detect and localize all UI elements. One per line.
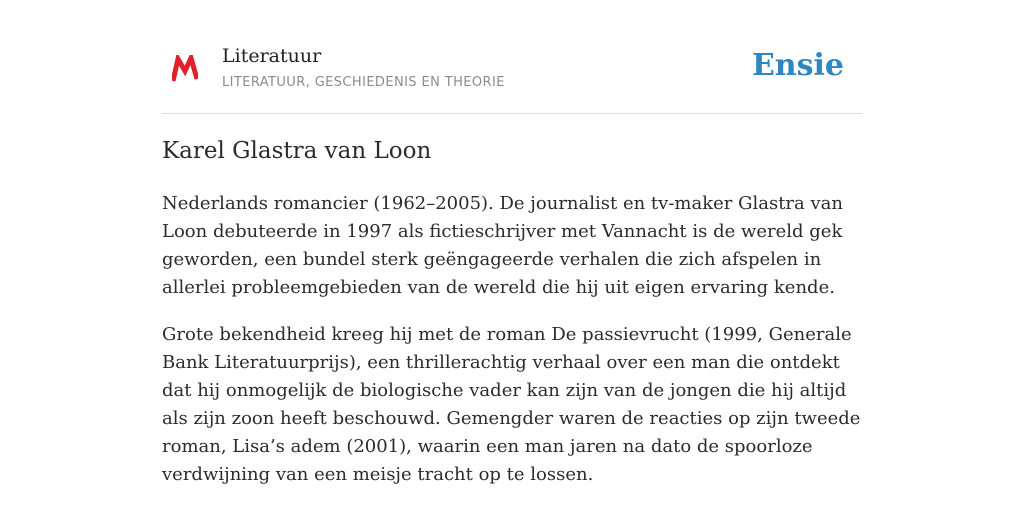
page-container <box>162 0 862 485</box>
m-logo-icon[interactable] <box>172 55 198 85</box>
article-paragraph-1: Nederlands romancier (1962–2005). De journalist en tv-maker Glastra van Loon debuteerde in 1997 als fictieschrijver met Vannacht is de wereld gek geworden, een bundel sterk geëngageerde verhalen die zich afspelen in allerlei probleemgebieden van de wereld die hij uit eigen ervaring kende. <box>162 193 843 298</box>
brand-logo[interactable]: Ensie <box>751 48 844 83</box>
article-title: Karel Glastra van Loon <box>162 138 432 164</box>
header <box>162 0 862 114</box>
category-title[interactable]: Literatuur <box>222 45 322 67</box>
category-subtitle: LITERATUUR, GESCHIEDENIS EN THEORIE <box>222 75 505 90</box>
article-paragraph-2: Grote bekendheid kreeg hij met de roman De passievrucht (1999, Generale Bank Literatuurprijs), een thrillerachtig verhaal over een man die ontdekt dat hij onmogelijk de biologische vader kan zijn van de jongen die hij altijd als zijn zoon heeft beschouwd. Gemengder waren de reacties op zijn tweede roman, Lisa’s adem (2001), waarin een man jaren na dato de spoorloze verdwijning van een meisje tracht op te lossen. <box>162 324 861 485</box>
